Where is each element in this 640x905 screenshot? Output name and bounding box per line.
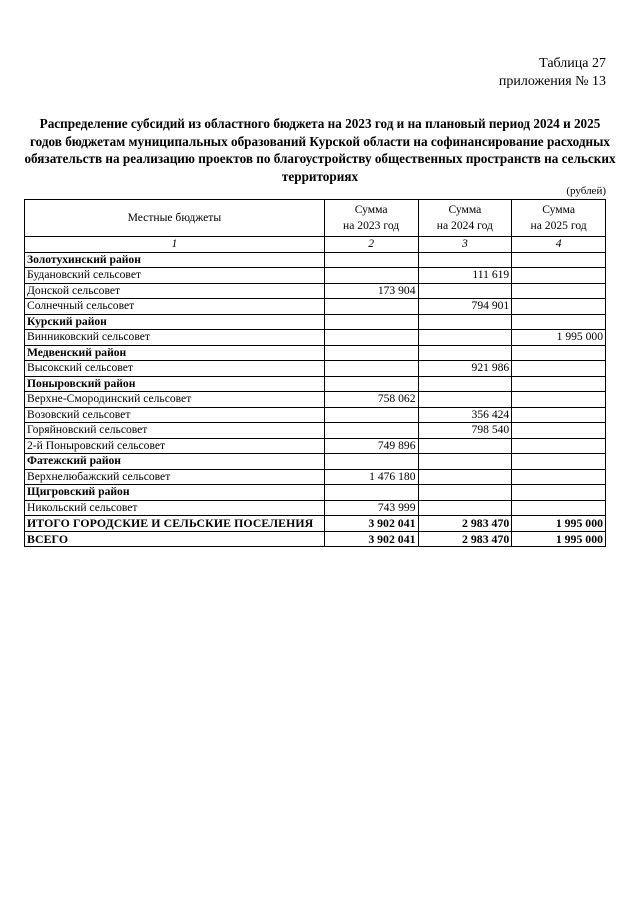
amount-2025: 1 995 000 bbox=[512, 516, 606, 532]
amount-2025 bbox=[512, 454, 606, 470]
column-number: 3 bbox=[418, 237, 512, 253]
amount-2023 bbox=[324, 361, 418, 377]
row-name: Поныровский район bbox=[25, 376, 325, 392]
amount-2024: 2 983 470 bbox=[418, 516, 512, 532]
row-name: Винниковский сельсовет bbox=[25, 330, 325, 346]
amount-2024: 921 986 bbox=[418, 361, 512, 377]
amount-2023: 743 999 bbox=[324, 500, 418, 516]
document-header bbox=[499, 55, 606, 91]
column-header-2025: Сумма на 2025 год bbox=[512, 200, 606, 237]
table-row bbox=[25, 500, 606, 516]
amount-2025 bbox=[512, 299, 606, 315]
amount-2024 bbox=[418, 485, 512, 501]
amount-2023 bbox=[324, 407, 418, 423]
row-name: Медвенский район bbox=[25, 345, 325, 361]
table-row bbox=[25, 299, 606, 315]
row-name: 2-й Поныровский сельсовет bbox=[25, 438, 325, 454]
total-row bbox=[25, 531, 606, 547]
table-header-row bbox=[25, 200, 606, 237]
table-row bbox=[25, 407, 606, 423]
amount-2024 bbox=[418, 469, 512, 485]
amount-2025 bbox=[512, 314, 606, 330]
row-name: Щигровский район bbox=[25, 485, 325, 501]
row-name: Курский район bbox=[25, 314, 325, 330]
amount-2025 bbox=[512, 485, 606, 501]
amount-2023 bbox=[324, 485, 418, 501]
amount-2025 bbox=[512, 361, 606, 377]
amount-2025 bbox=[512, 376, 606, 392]
amount-2024 bbox=[418, 314, 512, 330]
row-name: Верхнелюбажский сельсовет bbox=[25, 469, 325, 485]
amount-2023: 3 902 041 bbox=[324, 516, 418, 532]
amount-2025 bbox=[512, 268, 606, 284]
table-row bbox=[25, 361, 606, 377]
row-name: Солнечный сельсовет bbox=[25, 299, 325, 315]
row-name: Высокский сельсовет bbox=[25, 361, 325, 377]
amount-2023 bbox=[324, 376, 418, 392]
amount-2025 bbox=[512, 283, 606, 299]
amount-2023 bbox=[324, 314, 418, 330]
amount-2023: 3 902 041 bbox=[324, 531, 418, 547]
district-row bbox=[25, 252, 606, 268]
column-header-2023: Сумма на 2023 год bbox=[324, 200, 418, 237]
amount-2025 bbox=[512, 345, 606, 361]
amount-2025 bbox=[512, 438, 606, 454]
column-number-row bbox=[25, 237, 606, 253]
amount-2024: 111 619 bbox=[418, 268, 512, 284]
amount-2024 bbox=[418, 438, 512, 454]
row-name: Горяйновский сельсовет bbox=[25, 423, 325, 439]
amount-2024: 2 983 470 bbox=[418, 531, 512, 547]
row-name: ИТОГО ГОРОДСКИЕ И СЕЛЬСКИЕ ПОСЕЛЕНИЯ bbox=[25, 516, 325, 532]
column-header-budgets: Местные бюджеты bbox=[25, 200, 325, 237]
amount-2023 bbox=[324, 299, 418, 315]
district-row bbox=[25, 314, 606, 330]
row-name: Верхне-Смородинский сельсовет bbox=[25, 392, 325, 408]
amount-2024 bbox=[418, 283, 512, 299]
row-name: Фатежский район bbox=[25, 454, 325, 470]
column-number: 1 bbox=[25, 237, 325, 253]
district-row bbox=[25, 485, 606, 501]
row-name: Возовский сельсовет bbox=[25, 407, 325, 423]
amount-2023 bbox=[324, 252, 418, 268]
amount-2024 bbox=[418, 500, 512, 516]
amount-2025 bbox=[512, 252, 606, 268]
table-row bbox=[25, 423, 606, 439]
table-row bbox=[25, 330, 606, 346]
amount-2024: 798 540 bbox=[418, 423, 512, 439]
district-row bbox=[25, 345, 606, 361]
table-row bbox=[25, 469, 606, 485]
amount-2023 bbox=[324, 454, 418, 470]
column-header-2024: Сумма на 2024 год bbox=[418, 200, 512, 237]
amount-2025 bbox=[512, 392, 606, 408]
column-number: 4 bbox=[512, 237, 606, 253]
amount-2023: 173 904 bbox=[324, 283, 418, 299]
amount-2023: 758 062 bbox=[324, 392, 418, 408]
amount-2024 bbox=[418, 330, 512, 346]
amount-2025: 1 995 000 bbox=[512, 531, 606, 547]
amount-2024 bbox=[418, 252, 512, 268]
row-name: ВСЕГО bbox=[25, 531, 325, 547]
district-row bbox=[25, 376, 606, 392]
amount-2023 bbox=[324, 268, 418, 284]
amount-2024: 356 424 bbox=[418, 407, 512, 423]
table-label: Таблица 27 bbox=[539, 56, 606, 71]
amount-2024 bbox=[418, 345, 512, 361]
amount-2025 bbox=[512, 407, 606, 423]
amount-2023: 1 476 180 bbox=[324, 469, 418, 485]
table-body bbox=[25, 252, 606, 547]
amount-2025 bbox=[512, 423, 606, 439]
subsidy-table bbox=[24, 199, 606, 547]
row-name: Донской сельсовет bbox=[25, 283, 325, 299]
appendix-label: приложения № 13 bbox=[498, 74, 606, 89]
units-label: (рублей) bbox=[566, 185, 606, 197]
table-row bbox=[25, 268, 606, 284]
amount-2023: 749 896 bbox=[324, 438, 418, 454]
amount-2024 bbox=[418, 376, 512, 392]
amount-2024 bbox=[418, 392, 512, 408]
amount-2023 bbox=[324, 423, 418, 439]
amount-2025 bbox=[512, 500, 606, 516]
row-name: Золотухинский район bbox=[25, 252, 325, 268]
amount-2023 bbox=[324, 345, 418, 361]
amount-2023 bbox=[324, 330, 418, 346]
district-row bbox=[25, 454, 606, 470]
amount-2025 bbox=[512, 469, 606, 485]
table-row bbox=[25, 438, 606, 454]
amount-2024 bbox=[418, 454, 512, 470]
column-number: 2 bbox=[324, 237, 418, 253]
total-row bbox=[25, 516, 606, 532]
amount-2024: 794 901 bbox=[418, 299, 512, 315]
table-row bbox=[25, 392, 606, 408]
row-name: Будановский сельсовет bbox=[25, 268, 325, 284]
table-row bbox=[25, 283, 606, 299]
row-name: Никольский сельсовет bbox=[25, 500, 325, 516]
document-title: Распределение субсидий из областного бюджета на 2023 год и на плановый период 2024 и 2025 годов бюджетам муниципальных образований Курской области на софинансирование расходных обязательств на реализацию проектов по благоустройству общественных пространств на сельских территориях bbox=[24, 116, 616, 184]
amount-2025: 1 995 000 bbox=[512, 330, 606, 346]
